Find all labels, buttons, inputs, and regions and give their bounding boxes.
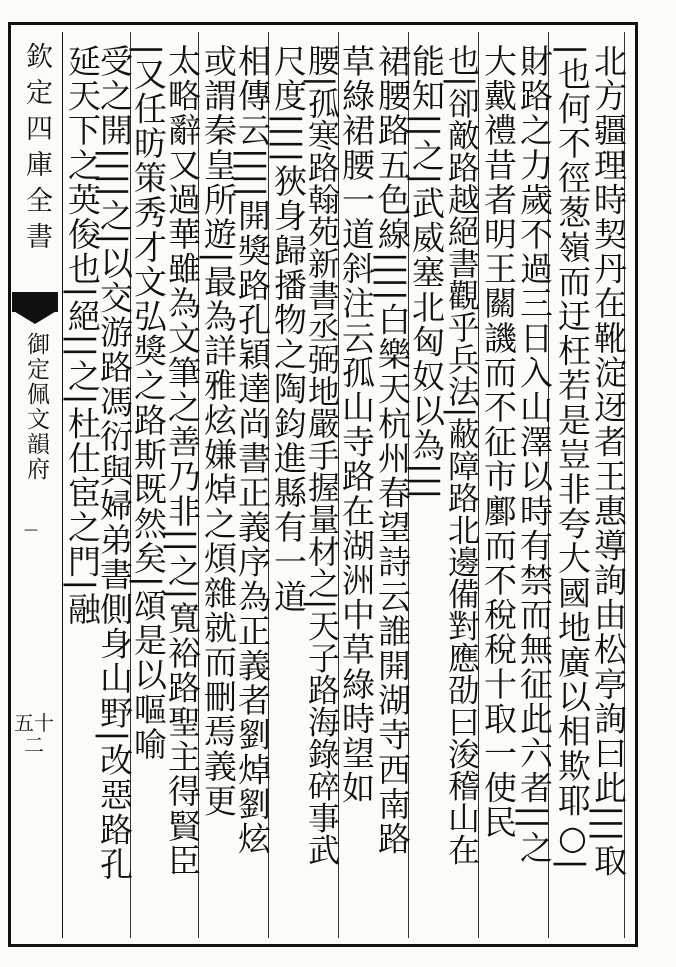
text-column-5: 也|卻敵路越絕書觀乎兵法|蔽障路北邊備對應劭曰浚稽山在 [443, 44, 481, 866]
text-column-12: 或謂秦皇所遊|最為詳雅炫嫌焯之煩雜就而刪焉義更 [199, 44, 238, 818]
text-column-7: 裙腰路五色線||||白樂天杭州春望詩云誰開湖寺西南路 [373, 44, 412, 857]
margin-mark: — [24, 522, 38, 538]
text-column-2: |也何不徑葱嶺而迂枉若是豈非夸大國地廣以相欺耶○| [553, 44, 592, 872]
text-column-15: 受之開||||之|以交游路馮衍與婦弟書側身山野|改惡路孔 [95, 44, 134, 882]
text-column-14: |又任昉策秀才文弘獎之路斯既然矣|頌是以嘔喻 [129, 44, 168, 762]
text-column-11: 相傳云||||開獎路孔穎達尚書正義序為正義者劉焯劉炫 [233, 44, 272, 857]
text-column-8: 草綠裙腰一道斜注云孤山寺路在湖洲中草綠時望如 [337, 44, 376, 806]
fish-tail-notch [12, 310, 58, 324]
book-title: 御定佩文韻府 [23, 332, 49, 482]
text-column-3: 財路之力歲不過三日入山澤以時有禁而無征此六者||之 [515, 44, 554, 866]
text-column-9: 腰|孤寒路翰苑新書丞弼地嚴手握量材之|天子路海錄碎事武 [303, 44, 341, 866]
text-column-10: 尺度||||狹身歸播物之陶鈞進縣有一道 [269, 44, 308, 614]
collection-title: 欽定四庫全書 [21, 42, 52, 258]
fish-tail-mark [12, 292, 58, 312]
text-column-4: 大戴禮昔者明王關譏而不征市鄽而不稅稅十取一使民 [479, 44, 518, 840]
text-column-6: 能知||之|武威塞北匈奴以為||| [407, 44, 446, 501]
text-column-1: 北方疆理時契丹在靴淀迓者王惠導詢由松亭詢曰此|||取 [589, 44, 628, 878]
text-column-16: 延天下之英俊也|絕||之|杜仕宦之門|融 [63, 44, 102, 627]
page-number: 五十二 [14, 711, 54, 757]
text-column-13: 太略辭又過華雖為文筆之善乃非||之|寬裕路聖主得賢臣 [163, 44, 202, 878]
